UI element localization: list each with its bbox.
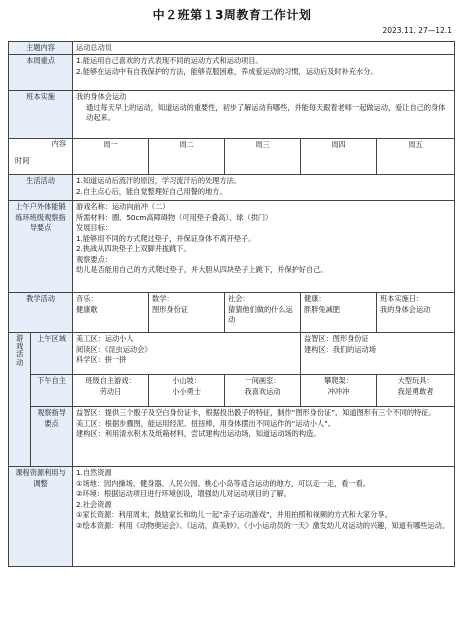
outdoor-line: 游戏名称：运动向前冲（二） (76, 202, 170, 212)
games-afternoon-row (9, 375, 455, 407)
outdoor-line: 观察要点： (76, 254, 112, 264)
afternoon-value: 我是勇敢者 (397, 386, 434, 396)
games-label-text: 游戏活动 (15, 334, 25, 368)
teaching-item (73, 293, 149, 333)
resources-line: ②绘本资源：利用《动物奥运会》、《运动，真美妙》、《小小运动员的一天》激发幼儿对运动的兴趣，知道有哪些运动。 (76, 520, 450, 530)
life-content (73, 175, 455, 201)
class-impl-row (9, 91, 455, 139)
day-tuesday: 周二 (149, 139, 225, 175)
teaching-subject: 班本实施日： (380, 294, 424, 304)
teaching-item (301, 293, 377, 333)
afternoon-name: 班级自主游戏： (85, 376, 136, 386)
focus-line: 2.能够在运动中有自我保护的方法，能够克服困难，养成爱运动的习惯，运动后及时补充水分。 (76, 66, 378, 76)
resources-line: 2.社会资源 (76, 499, 112, 509)
outdoor-line: 1.能够用不同的方式爬过垫子，并保证身体不离开垫子。 (76, 233, 256, 243)
games-observe-row (9, 407, 455, 467)
outdoor-line: 2.挑战从四块垫子上双脚并拢跳下。 (76, 244, 191, 254)
teaching-name: 我的身体会运动 (380, 304, 431, 314)
morning-area: 美工区：运动小人 (76, 334, 134, 344)
life-row (9, 175, 455, 201)
day-monday: 周一 (73, 139, 149, 175)
teaching-subject: 社会： (228, 294, 250, 304)
teaching-item (225, 293, 301, 333)
outdoor-line: 幼儿是否能用自己的方式爬过垫子，并大胆从四块垫子上跳下，并保护好自己。 (76, 265, 328, 275)
morning-area: 益智区：图形身份证 (304, 334, 369, 344)
afternoon-name: 一间画室： (244, 376, 281, 386)
class-impl-content (73, 91, 455, 139)
focus-row (9, 55, 455, 91)
observe-line: 美工区：根据步骤图，能运用经泥、扭扭棒，用身体摆出不同运作的“运动小人”。 (76, 418, 336, 428)
class-impl-text: 通过每天早上的运动，知道运动的重要性，初步了解运动有哪些，并能每天跟着老师一起做运动，爱让自己的身体动起来。 (86, 102, 446, 123)
focus-label: 本周重点 (9, 55, 73, 91)
morning-area: 科学区：拼一拼 (76, 355, 127, 365)
day-header-row (9, 139, 455, 175)
teaching-row (9, 293, 455, 333)
class-impl-label: 班本实施 (9, 91, 73, 139)
resources-line: 1.自然资源 (76, 468, 112, 478)
content-header: 内容 (51, 139, 67, 149)
teaching-subject: 健康： (304, 294, 326, 304)
teaching-name: 猜猜他们做的什么运动 (228, 304, 293, 325)
afternoon-item (301, 375, 377, 407)
teaching-subject: 音乐： (76, 294, 98, 304)
games-morning-row (9, 333, 455, 375)
resources-line: ②环境：根据运动项目进行环境创设，增强幼儿对运动项目的了解。 (76, 489, 291, 499)
morning-area: 建构区：我们的运动场 (304, 344, 376, 354)
afternoon-value: 劳动日 (99, 386, 122, 396)
day-wednesday: 周三 (225, 139, 301, 175)
teaching-item (377, 293, 455, 333)
observe-label: 观察指导要点 (31, 407, 73, 467)
afternoon-item (377, 375, 455, 407)
outdoor-row (9, 201, 455, 293)
resources-line: ①场地：园内操场、健身器、人民公园、桃心小岛等适合运动的地方，可以走一走，看一看。 (76, 478, 370, 488)
afternoon-name: 小山坡： (172, 376, 201, 386)
teaching-label: 教学活动 (9, 293, 73, 333)
morning-label: 上午区域 (31, 333, 73, 375)
outdoor-content (73, 201, 455, 293)
teaching-item (149, 293, 225, 333)
focus-line: 1.能运用自己喜欢的方式表现不同的运动方式和运动项目。 (76, 56, 263, 66)
afternoon-item (225, 375, 301, 407)
outdoor-line: 所需材料：圈、50cm高障碍物（可用垫子叠高）、球（拱门） (76, 212, 273, 222)
observe-content (73, 407, 455, 467)
morning-area: 阅读区：《昆虫运动会》 (76, 344, 152, 354)
focus-content (73, 55, 455, 91)
resources-row (9, 467, 455, 567)
content-time-header (9, 139, 73, 175)
afternoon-item (73, 375, 149, 407)
page-title: 中２班第１3周教育工作计划 (152, 8, 312, 22)
teaching-name: 健康歌 (76, 304, 98, 314)
time-header: 时间 (15, 155, 30, 165)
life-label: 生活活动 (9, 175, 73, 201)
outdoor-line: 发展目标： (76, 223, 112, 233)
resources-content (73, 467, 455, 567)
teaching-subject: 数学： (152, 294, 174, 304)
day-friday: 周五 (377, 139, 455, 175)
theme-value: 运动总动员 (73, 42, 455, 55)
resources-label: 课程资源利用与调整 (9, 467, 73, 567)
morning-right (301, 333, 455, 375)
weekly-plan-table (8, 41, 455, 567)
games-label (9, 333, 31, 467)
afternoon-value: 小小勇士 (172, 386, 201, 396)
date-range: 2023.11. 27—12.1 (382, 26, 452, 35)
life-line: 2.自主点心后，能自觉整理好自己用餐的地方。 (76, 186, 227, 196)
theme-label: 主题内容 (9, 42, 73, 55)
theme-row (9, 42, 455, 55)
afternoon-name: 大型玩具： (397, 376, 434, 386)
afternoon-value: 冲冲冲 (327, 386, 350, 396)
teaching-name: 胖胖兔减肥 (304, 304, 340, 314)
day-thursday: 周四 (301, 139, 377, 175)
teaching-name: 图形身份证 (152, 304, 188, 314)
morning-left (73, 333, 301, 375)
observe-line: 建构区：利用清水积木及纸箱材料，尝试建构出运动场，知道运动场的构造。 (76, 429, 321, 439)
afternoon-item (149, 375, 225, 407)
observe-line: 益智区：提供三个骰子及空白身份证卡，根据投出骰子的特征，制作“图形身份证”，知道图形有三个不同的特征。 (76, 408, 436, 418)
resources-line: ①家长资源：利用周末，鼓励家长和幼儿一起“亲子运动游戏”，并用拍照和视频的方式和大家分享。 (76, 510, 392, 520)
afternoon-label: 下午自主 (31, 375, 73, 407)
class-impl-title: 我的身体会运动 (76, 92, 127, 102)
outdoor-label: 上午户外体能锻炼环班级观察指导要点 (9, 201, 73, 293)
afternoon-value: 我喜欢运动 (244, 386, 281, 396)
afternoon-name: 攀爬架： (324, 376, 353, 386)
life-line: 1.知道运动后流汗的原因，学习流汗后的处理方法。 (76, 176, 242, 186)
